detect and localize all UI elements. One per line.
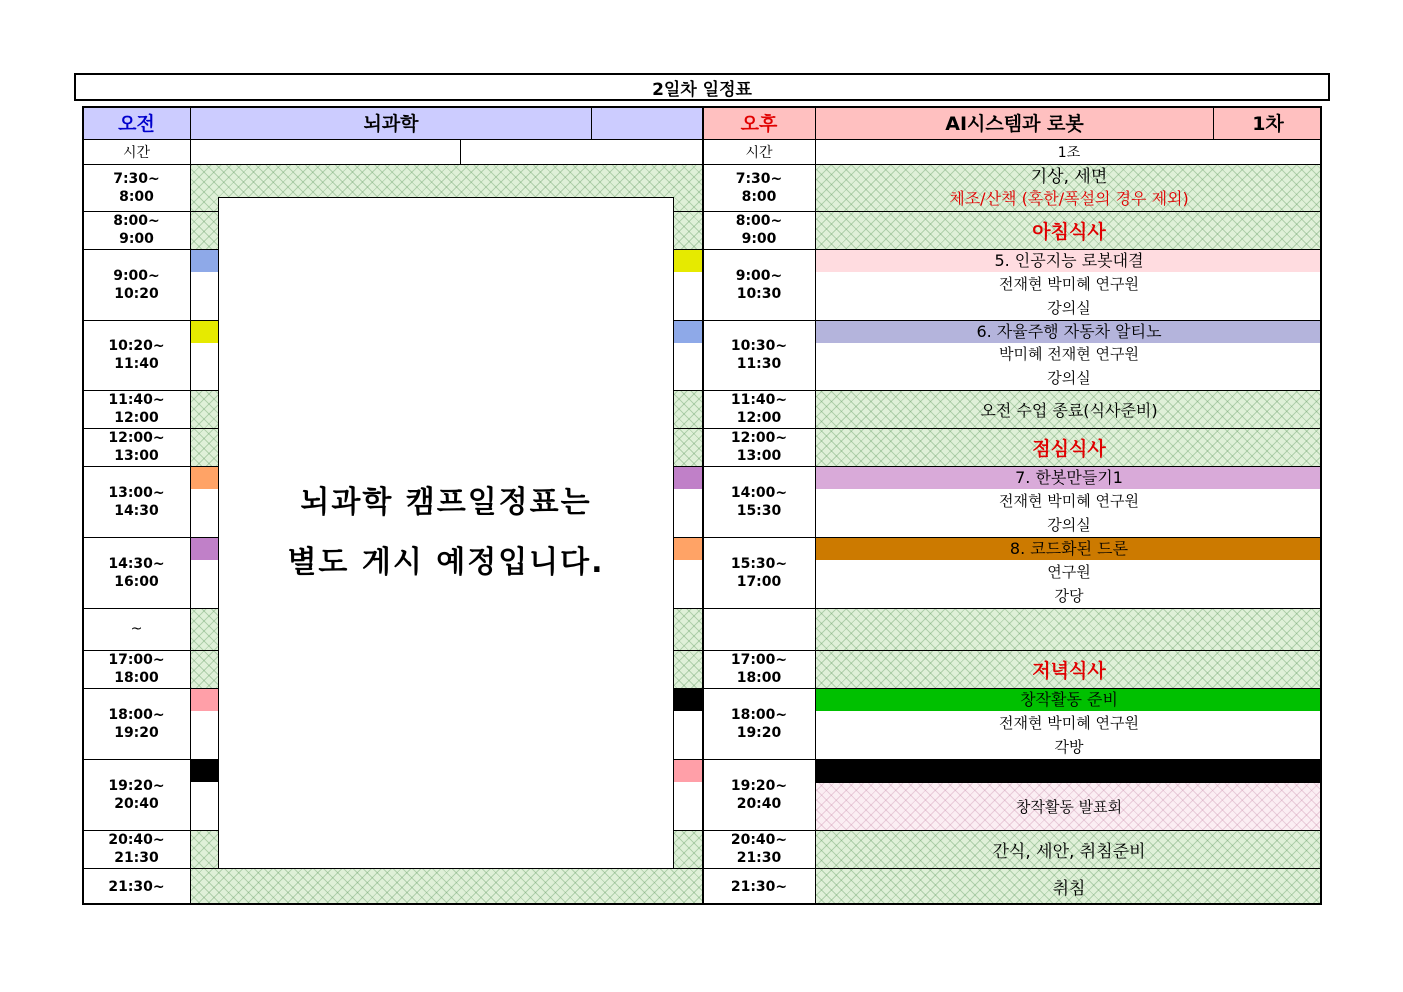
am-time-header: 시간 xyxy=(122,144,151,161)
s6-staff: 박미혜 전재현 연구원 xyxy=(999,345,1139,363)
s8-staff: 연구원 xyxy=(1047,563,1091,581)
notice-box xyxy=(218,197,674,869)
pm-time-cell: 12:00~ 13:00 xyxy=(730,430,788,464)
pm-time-cell: 14:00~ 15:30 xyxy=(730,484,788,519)
pm-time-cell: 21:30~ xyxy=(730,878,788,895)
prep-staff: 전재현 박미혜 연구원 xyxy=(999,714,1139,732)
s7-title: 7. 한봇만들기1 xyxy=(1015,468,1123,487)
am-time-cell: 9:00~ 10:20 xyxy=(113,267,160,302)
s7-room: 강의실 xyxy=(1047,516,1091,534)
am-time-cell: 7:30~ 8:00 xyxy=(113,170,160,205)
round-label: 1차 xyxy=(1252,113,1284,135)
s8-room: 강당 xyxy=(1054,587,1084,605)
pm-time-cell: 8:00~ 9:00 xyxy=(735,213,783,247)
am-time-cell: 13:00~ 14:30 xyxy=(108,484,165,519)
s6-title: 6. 자율주행 자동차 알티노 xyxy=(976,322,1162,341)
pm-time-cell: 19:20~ 20:40 xyxy=(730,777,788,812)
snack-cell: 간식, 세안, 취침준비 xyxy=(992,841,1146,862)
pm-time-cell: 11:40~ 12:00 xyxy=(730,392,788,426)
s6-room: 강의실 xyxy=(1047,368,1091,387)
notice-line-2: 별도 게시 예정입니다. xyxy=(287,545,605,580)
am-time-cell: 10:20~ 11:40 xyxy=(108,338,165,372)
am-time-cell: ~ xyxy=(130,621,143,637)
notice-line-1: 뇌과학 캠프일정표는 xyxy=(300,485,592,520)
am-program: 뇌과학 xyxy=(363,113,419,135)
s5-room: 강의실 xyxy=(1047,299,1091,317)
s5-staff: 전재현 박미혜 연구원 xyxy=(999,275,1139,293)
am-time-cell: 19:20~ 20:40 xyxy=(108,777,165,812)
am-time-cell: 18:00~ 19:20 xyxy=(108,706,165,741)
pm-time-cell: 10:30~ 11:30 xyxy=(730,338,788,372)
s8-title: 8. 코드화된 드론 xyxy=(1009,539,1129,558)
am-time-cell: 12:00~ 13:00 xyxy=(108,430,165,464)
wake-note: 체조/산책 (혹한/폭설의 경우 제외) xyxy=(949,188,1189,208)
col-line xyxy=(460,139,461,164)
pm-program: AI시스템과 로봇 xyxy=(945,113,1084,135)
present-cell: 창작활동 발표회 xyxy=(1015,797,1123,816)
prep-room: 각방 xyxy=(1054,738,1084,756)
pm-group-header: 1조 xyxy=(1057,144,1081,161)
pm-time-cell: 18:00~ 19:20 xyxy=(730,706,788,741)
s5-title: 5. 인공지능 로봇대결 xyxy=(994,251,1144,270)
am-time-cell: 20:40~ 21:30 xyxy=(108,832,165,866)
sleep-cell: 취침 xyxy=(1052,879,1086,899)
pm-time-cell: 7:30~ 8:00 xyxy=(735,170,783,205)
pm-time-cell: 9:00~ 10:30 xyxy=(735,267,783,302)
am-end-cell: 오전 수업 종료(식사준비) xyxy=(980,400,1158,420)
wake-title: 기상, 세면 xyxy=(1030,166,1108,187)
pm-label: 오후 xyxy=(740,113,778,135)
lunch-cell: 점심식사 xyxy=(1032,437,1106,460)
am-time-cell: 21:30~ xyxy=(108,878,165,895)
am-time-cell: 11:40~ 12:00 xyxy=(108,392,165,426)
page-title: 2일차 일정표 xyxy=(74,73,1330,101)
col-line xyxy=(591,106,592,139)
am-time-cell: 17:00~ 18:00 xyxy=(108,652,165,686)
prep-title: 창작활동 준비 xyxy=(1020,690,1118,709)
pm-time-cell: 17:00~ 18:00 xyxy=(730,652,788,686)
breakfast-cell: 아침식사 xyxy=(1032,220,1106,243)
pm-time-cell: 15:30~ 17:00 xyxy=(730,555,788,590)
am-label: 오전 xyxy=(118,113,155,135)
dinner-cell: 저녁식사 xyxy=(1032,659,1106,682)
wake-cell xyxy=(816,164,1322,211)
am-time-cell: 14:30~ 16:00 xyxy=(108,555,165,590)
am-time-cell: 8:00~ 9:00 xyxy=(113,213,160,247)
pm-time-cell: 20:40~ 21:30 xyxy=(730,832,788,866)
s7-staff: 전재현 박미혜 연구원 xyxy=(999,492,1139,510)
pm-time-header: 시간 xyxy=(745,144,773,161)
